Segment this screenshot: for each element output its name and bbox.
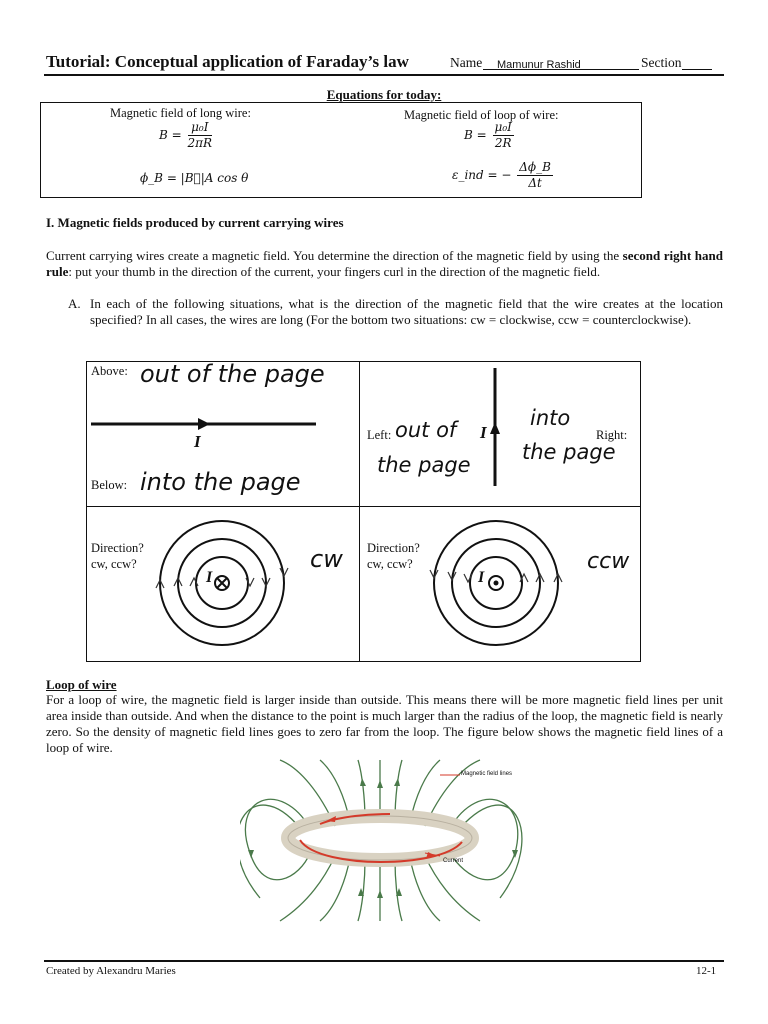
concentric-circles-out-of-page: [424, 510, 574, 658]
current-label-vertical: I: [480, 423, 487, 442]
page-number: 12-1: [696, 965, 717, 977]
name-label: Name: [450, 55, 483, 70]
long-wire-label: Magnetic field of long wire:: [110, 106, 251, 120]
cw-answer[interactable]: cw: [310, 545, 343, 573]
below-answer[interactable]: into the page: [140, 468, 301, 496]
para-text-start: Current carrying wires create a magnetic field. You determine the direction of the magnetic field by using the: [46, 248, 623, 263]
emf-fraction: [517, 160, 553, 191]
para-text-end: : put your thumb in the direction of the current, your fingers curl in the direction of the magnetic field.: [68, 264, 601, 279]
section-1-paragraph: [46, 248, 723, 280]
para-bold-text: second right hand rule: [46, 248, 723, 279]
right-answer-line2[interactable]: the page: [522, 440, 616, 464]
current-arrow-up: [490, 422, 500, 434]
current-label-horizontal: I: [194, 432, 201, 451]
loop-paragraph: For a loop of wire, the magnetic field is larger inside than outside. This means there will be more magnetic field lines per unit area inside than outside. And when the distance to the point is much larger than the radius of the loop, the magnetic field is nearly zero. So the density of magnetic field lines goes to zero far from the loop. The figure below shows the magnetic field lines of a loop of wire.: [46, 692, 723, 755]
loop-current-label: Current: [443, 858, 464, 864]
loop-equation: [464, 120, 516, 151]
long-wire-numerator: μ₀I: [188, 120, 213, 136]
below-label: Below:: [91, 478, 128, 492]
left-answer-line1[interactable]: out of: [395, 418, 457, 442]
current-label-out: I: [478, 569, 485, 586]
emf-numerator: Δϕ_B: [519, 160, 551, 174]
cw-ccw-label-right: cw, ccw?: [367, 557, 413, 571]
footer-rule: [44, 960, 724, 962]
long-wire-fraction: [188, 120, 213, 151]
loop-numerator: μ₀I: [494, 120, 512, 134]
current-arrow-right: [198, 418, 210, 430]
above-label: Above:: [91, 364, 128, 378]
direction-label-left: Direction?: [91, 541, 144, 555]
dot-center: [494, 581, 499, 586]
footer-credit: Created by Alexandru Maries: [46, 965, 176, 977]
item-a-text: In each of the following situations, what is the direction of the magnetic field that the wire creates at the location specified? In all cases, the wires are long (For the bottom two situations: cw = clockwise, ccw = counterclockwise).: [90, 296, 723, 327]
item-a-label: A.: [68, 296, 81, 311]
flux-equation: ϕ_B = |B⃗|A cos θ: [140, 171, 249, 185]
loop-field-figure: [240, 758, 530, 923]
above-answer[interactable]: out of the page: [140, 360, 325, 388]
right-answer-line1[interactable]: into: [530, 406, 571, 430]
horizontal-wire: [86, 412, 326, 442]
handdrawn-arrows-left: [156, 568, 288, 588]
loop-fraction: [493, 120, 514, 151]
long-wire-equation: [159, 120, 214, 151]
right-label: Right:: [596, 428, 628, 442]
grid-vertical-divider: [359, 361, 360, 661]
cw-ccw-label-left: cw, ccw?: [91, 557, 137, 571]
left-label: Left:: [367, 428, 392, 442]
loop-heading: Loop of wire: [46, 677, 117, 692]
emf-denominator: Δt: [528, 176, 542, 190]
grid-horizontal-divider: [86, 506, 640, 507]
long-wire-denominator: 2πR: [187, 136, 213, 150]
vertical-wire: [485, 364, 505, 490]
field-lines-label: Magnetic field lines: [461, 771, 513, 777]
emf-lhs: ε_ind = −: [452, 168, 512, 182]
left-answer-line2[interactable]: the page: [377, 453, 471, 477]
equations-heading: Equations for today:: [326, 87, 442, 102]
worksheet-title: Tutorial: Conceptual application of Faraday’s law: [46, 52, 409, 71]
loop-label: Magnetic field of loop of wire:: [404, 108, 559, 122]
direction-label-right: Direction?: [367, 541, 420, 555]
current-label-into: I: [206, 569, 213, 586]
loop-lhs: B =: [464, 128, 487, 142]
name-field-value[interactable]: Mamunur Rashid: [497, 59, 581, 71]
header-rule: [44, 74, 724, 76]
long-wire-lhs: B =: [159, 128, 182, 142]
section-field-line[interactable]: [682, 69, 712, 70]
section-label: Section: [641, 55, 682, 70]
ccw-answer[interactable]: ccw: [587, 549, 630, 574]
loop-denominator: 2R: [494, 136, 512, 150]
concentric-circles-into-page: [150, 510, 300, 658]
section-1-heading: I. Magnetic fields produced by current carrying wires: [46, 215, 344, 230]
emf-equation: [452, 160, 555, 191]
